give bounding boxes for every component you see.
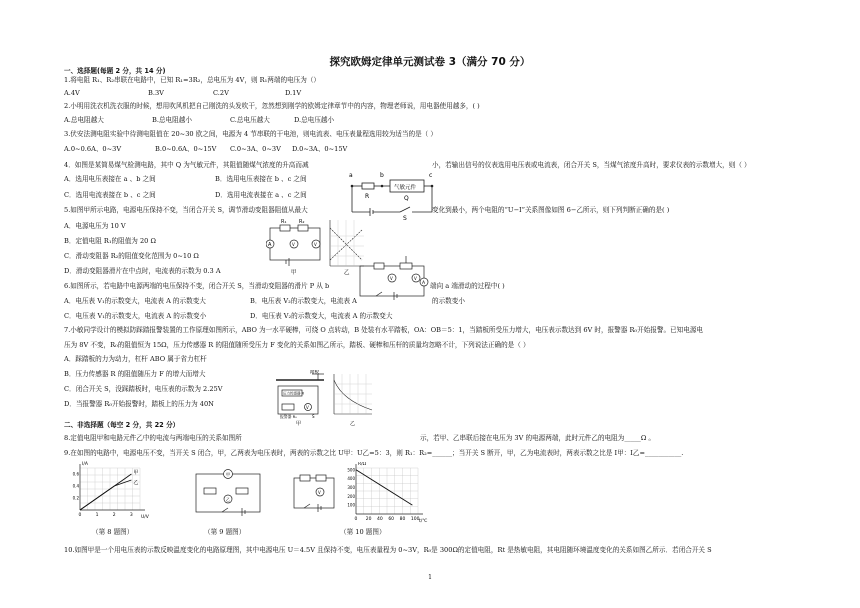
q7-option-b: B．压力传感器 R 的阻值随压力 F 的增大而增大: [64, 370, 206, 378]
q4-stem-left: 4．如图是某简易煤气检测电路，其中 Q 为气敏元件，其阻值随煤气浓度的升高而减: [64, 161, 309, 169]
q3-option-a: A.0~0.6A、0~3V: [64, 145, 122, 153]
q8-chart-xlabel: U/V: [141, 515, 149, 520]
q6-option-c: C．电压表 V₁的示数变大，电流表 A 的示数变小: [64, 312, 207, 320]
q7-alarm-label: 报警器 R₀: [280, 414, 297, 419]
q3-option-c: C.0~3A、0~3V: [230, 145, 281, 153]
q8-chart-xtick-label: 3: [129, 513, 133, 518]
q1-stem: 1.将电阻 R₁、R₂串联在电路中，已知 R₁=3R₂，总电压为 4V，则 R₁两端的电压为（）: [64, 76, 321, 84]
q7-figure: [272, 370, 374, 426]
fig9-caption: （第 9 题图）: [204, 528, 246, 536]
q6-voltmeter-v1-icon: V: [390, 276, 393, 281]
q7-option-c: C．闭合开关 S，没踩踏板时，电压表的示数为 2.25V: [64, 385, 223, 393]
q4-label-s: S: [403, 215, 407, 222]
q2-stem: 2.小明用洗衣机洗衣服的时候，想用吹风机把自己刚洗的头发吹干，忽然想到刚学的欧姆定律章节中的内容，物理老师说，用电器使用越多，( ): [64, 102, 480, 110]
fig8-caption: （第 8 题图）: [92, 528, 134, 536]
q6-option-d: D．电压表 V₂的示数变大，电流表 A 的示数变大: [250, 312, 393, 320]
q5-label-yi: 乙: [344, 270, 350, 276]
q6-option-b-cont: 的示数变小: [432, 297, 465, 305]
q10-chart-series-line-0: [356, 470, 412, 505]
q6-option-a: A．电压表 V₁的示数变大，电流表 A 的示数变大: [64, 297, 206, 305]
q7-pedal-label: 踏板: [310, 370, 319, 375]
q10-stem: 10.如图甲是一个用电压表的示数反映温度变化的电路原理图，其中电源电压 U＝4.5V 且保持不变，电压表量程为 0~3V，R₀是 300Ω的定值电阻，Rt 是热敏电阻，其电阻随环境温度变化的关系如图乙所示．若闭合开关 S: [64, 546, 712, 554]
q6-option-b: B．电压表 V₂的示数变大，电流表 A: [250, 297, 357, 305]
q5-voltmeter-v1-icon: V: [292, 242, 295, 247]
q4-label-q: Q: [404, 195, 409, 202]
q10-chart-ytick-label: 300: [347, 484, 355, 490]
q4-option-d: D．选用电流表接在 a 、c 之间: [215, 191, 307, 199]
q7-stem-line1: 7.小敏同学设计的模拟防踩踏报警装置的工作原理如图所示，ABO 为一水平硬棒，可绕 O 点转动，B 处装有水平踏板，OA：OB＝5：1，当踏板所受压力增大，电压表示数达到 6V 时，报警器 R₀开始报警。已知电源电: [64, 326, 704, 334]
q1-option-a: A.4V: [64, 89, 80, 97]
q4-option-b: B．选用电压表接在 b 、c 之间: [215, 175, 307, 183]
q10-voltmeter-icon: V: [318, 490, 321, 495]
page-title: 探究欧姆定律单元测试卷 3（满分 70 分）: [329, 56, 531, 68]
q6-voltmeter-v2-icon: V: [414, 276, 417, 281]
q8-stem-right: 示，若甲、乙串联后接在电压为 3V 的电源两端，此时元件乙的电阻为_____Ω 。: [420, 434, 656, 442]
q10-chart-ylabel: R/Ω: [358, 462, 367, 467]
q4-option-a: A．选用电压表接在 a 、b 之间: [64, 175, 156, 183]
q8-chart-series-label-0: 甲: [133, 470, 139, 476]
q7-stem-line2: 压为 8V 不变，R₀的阻值恒为 15Ω，压力传感器 R 的阻值随所受压力 F 变化的关系如图乙所示，踏板、硬棒和压杆的质量均忽略不计，下列说法正确的是（ ）: [64, 341, 530, 349]
q5-label-r2: R₂: [299, 219, 305, 225]
q4-stem-right: 小，若输出信号的仪表选用电压表或电流表，闭合开关 S，当煤气浓度升高时，要求仪表的示数增大，则（ ）: [432, 161, 751, 169]
q5-option-b: B．定值电阻 R₁的阻值为 20 Ω: [64, 237, 156, 245]
q8-iv-chart: [70, 460, 154, 520]
q7-label-jia: 甲: [296, 421, 302, 426]
q10-chart-xtick-label: 20: [365, 517, 372, 522]
q8-chart-xtick-label: 2: [112, 513, 116, 518]
q5-option-d: D．滑动变阻器滑片在中点时，电流表的示数为 0.3 A: [64, 267, 221, 275]
q9-stem: 9.在如图的电路中，电源电压不变，当开关 S 闭合，甲，乙两表为电压表时，两表的示数之比 U甲：U乙=5：3，则 R₁：R₂=______；当开关 S 断开，甲，乙为电流表时，两表示数之比是 I甲：I乙=___________.: [64, 449, 684, 457]
q6-circuit-figure: [356, 252, 432, 304]
q8-chart-xtick-label: 1: [95, 513, 99, 518]
q9-meter-yi-icon: 乙: [226, 497, 230, 502]
q6-stem-right: 端向 a 端滑动的过程中( ): [430, 282, 505, 290]
section-heading-1: 一、选择题(每题 2 分，共 14 分): [64, 67, 166, 75]
q3-stem: 3.伏安法测电阻实验中待测电阻值在 20~30 欧之间，电源为 4 节串联的干电池，则电流表、电压表量程选用较为适当的是（ ）: [64, 130, 437, 138]
q3-option-d: D.0~3A、0~15V: [292, 145, 348, 153]
q10-chart-ytick-label: 200: [347, 493, 355, 499]
q10-rt-chart: [336, 462, 428, 524]
q7-label-yi: 乙: [350, 421, 356, 426]
q10-circuit-figure: [290, 470, 340, 522]
q5-stem-left: 5.如图甲所示电路，电源电压保持不变，当闭合开关 S，调节滑动变阻器阻值从最大: [64, 206, 308, 214]
q4-label-b: b: [380, 172, 384, 179]
q1-option-d: D.1V: [285, 89, 302, 97]
q10-chart-xtick-label: 0: [354, 517, 358, 522]
q10-chart-ytick-label: 400: [347, 476, 355, 482]
q5-label-jia: 甲: [291, 270, 297, 276]
q5-label-r1: R₁: [281, 219, 287, 225]
q8-chart-ytick-label: 0.4: [72, 483, 79, 489]
q5-stem-right: 变化到最小，两个电阻的“U−I”关系图像如图 6−乙所示，则下列判断正确的是( ): [432, 206, 670, 214]
q5-option-c: C．滑动变阻器 R₂的阻值变化范围为 0~10 Ω: [64, 252, 199, 260]
q2-option-a: A.总电阻越大: [64, 116, 104, 124]
q9-meter-jia-icon: 甲: [226, 472, 230, 477]
q5-option-a: A．电源电压为 10 V: [64, 222, 126, 230]
q5-figure: [266, 216, 366, 278]
q1-option-b: B.3V: [148, 89, 164, 97]
page-number: 1: [428, 574, 432, 581]
q4-option-c: C．选用电流表接在 b 、c 之间: [64, 191, 156, 199]
q4-circuit-figure: [340, 166, 435, 222]
q10-chart-xtick-label: 100: [410, 517, 420, 522]
q10-chart-ytick-label: 100: [347, 502, 355, 508]
q8-chart-ylabel: I/A: [82, 462, 88, 467]
q10-chart-xlabel: t/℃: [419, 519, 428, 524]
q5-ammeter-icon: A: [268, 242, 272, 248]
q8-chart-series-label-1: 乙: [133, 480, 139, 486]
q7-option-d: D．当报警器 R₀开始报警时，踏板上的压力为 40N: [64, 400, 214, 408]
q5-voltmeter-v2-icon: V: [314, 242, 317, 247]
q4-gas-element-label: 气敏元件: [394, 185, 417, 191]
q2-option-d: D.总电压越小: [294, 116, 335, 124]
q10-chart-xtick-label: 40: [377, 517, 383, 522]
q7-voltmeter-icon: V: [306, 405, 309, 410]
section-heading-2: 二、非选择题（每空 2 分，共 22 分）: [64, 421, 180, 429]
q8-chart-ytick-label: 0.6: [72, 471, 79, 477]
q10-chart-xtick-label: 60: [388, 517, 395, 522]
q6-stem-left: 6.如图所示，若电路中电源两端的电压保持不变，闭合开关 S，当滑动变阻器的滑片 P 从 b: [64, 282, 330, 290]
q4-label-c: c: [429, 172, 433, 179]
q1-option-c: C.2V: [213, 89, 229, 97]
q6-ammeter-icon: A: [422, 281, 426, 286]
q7-option-a: A．踩踏板的力为动力，杠杆 ABO 属于省力杠杆: [64, 355, 207, 363]
q8-chart-series-line-1: [80, 480, 131, 510]
q4-label-r: R: [365, 193, 370, 200]
q2-option-b: B.总电阻越小: [152, 116, 192, 124]
q10-chart-ytick-label: 500: [347, 467, 355, 473]
q3-option-b: B.0~0.6A、0~15V: [155, 145, 217, 153]
fig10-caption: （第 10 题图）: [340, 528, 386, 536]
q7-sensor-label: 压力传感器 R: [283, 391, 305, 396]
q4-label-a: a: [349, 172, 353, 179]
q8-stem-left: 8.定值电阻甲和电路元件乙中的电流与两端电压的关系如图所: [64, 434, 242, 442]
q8-chart-ytick-label: 0.2: [72, 495, 79, 501]
q8-chart-xtick-label: 0: [78, 513, 82, 518]
q7-label-s: S: [312, 414, 315, 419]
q9-circuit-figure: [192, 466, 266, 522]
q10-chart-xtick-label: 80: [399, 517, 406, 522]
q2-option-c: C.总电压越大: [230, 116, 270, 124]
